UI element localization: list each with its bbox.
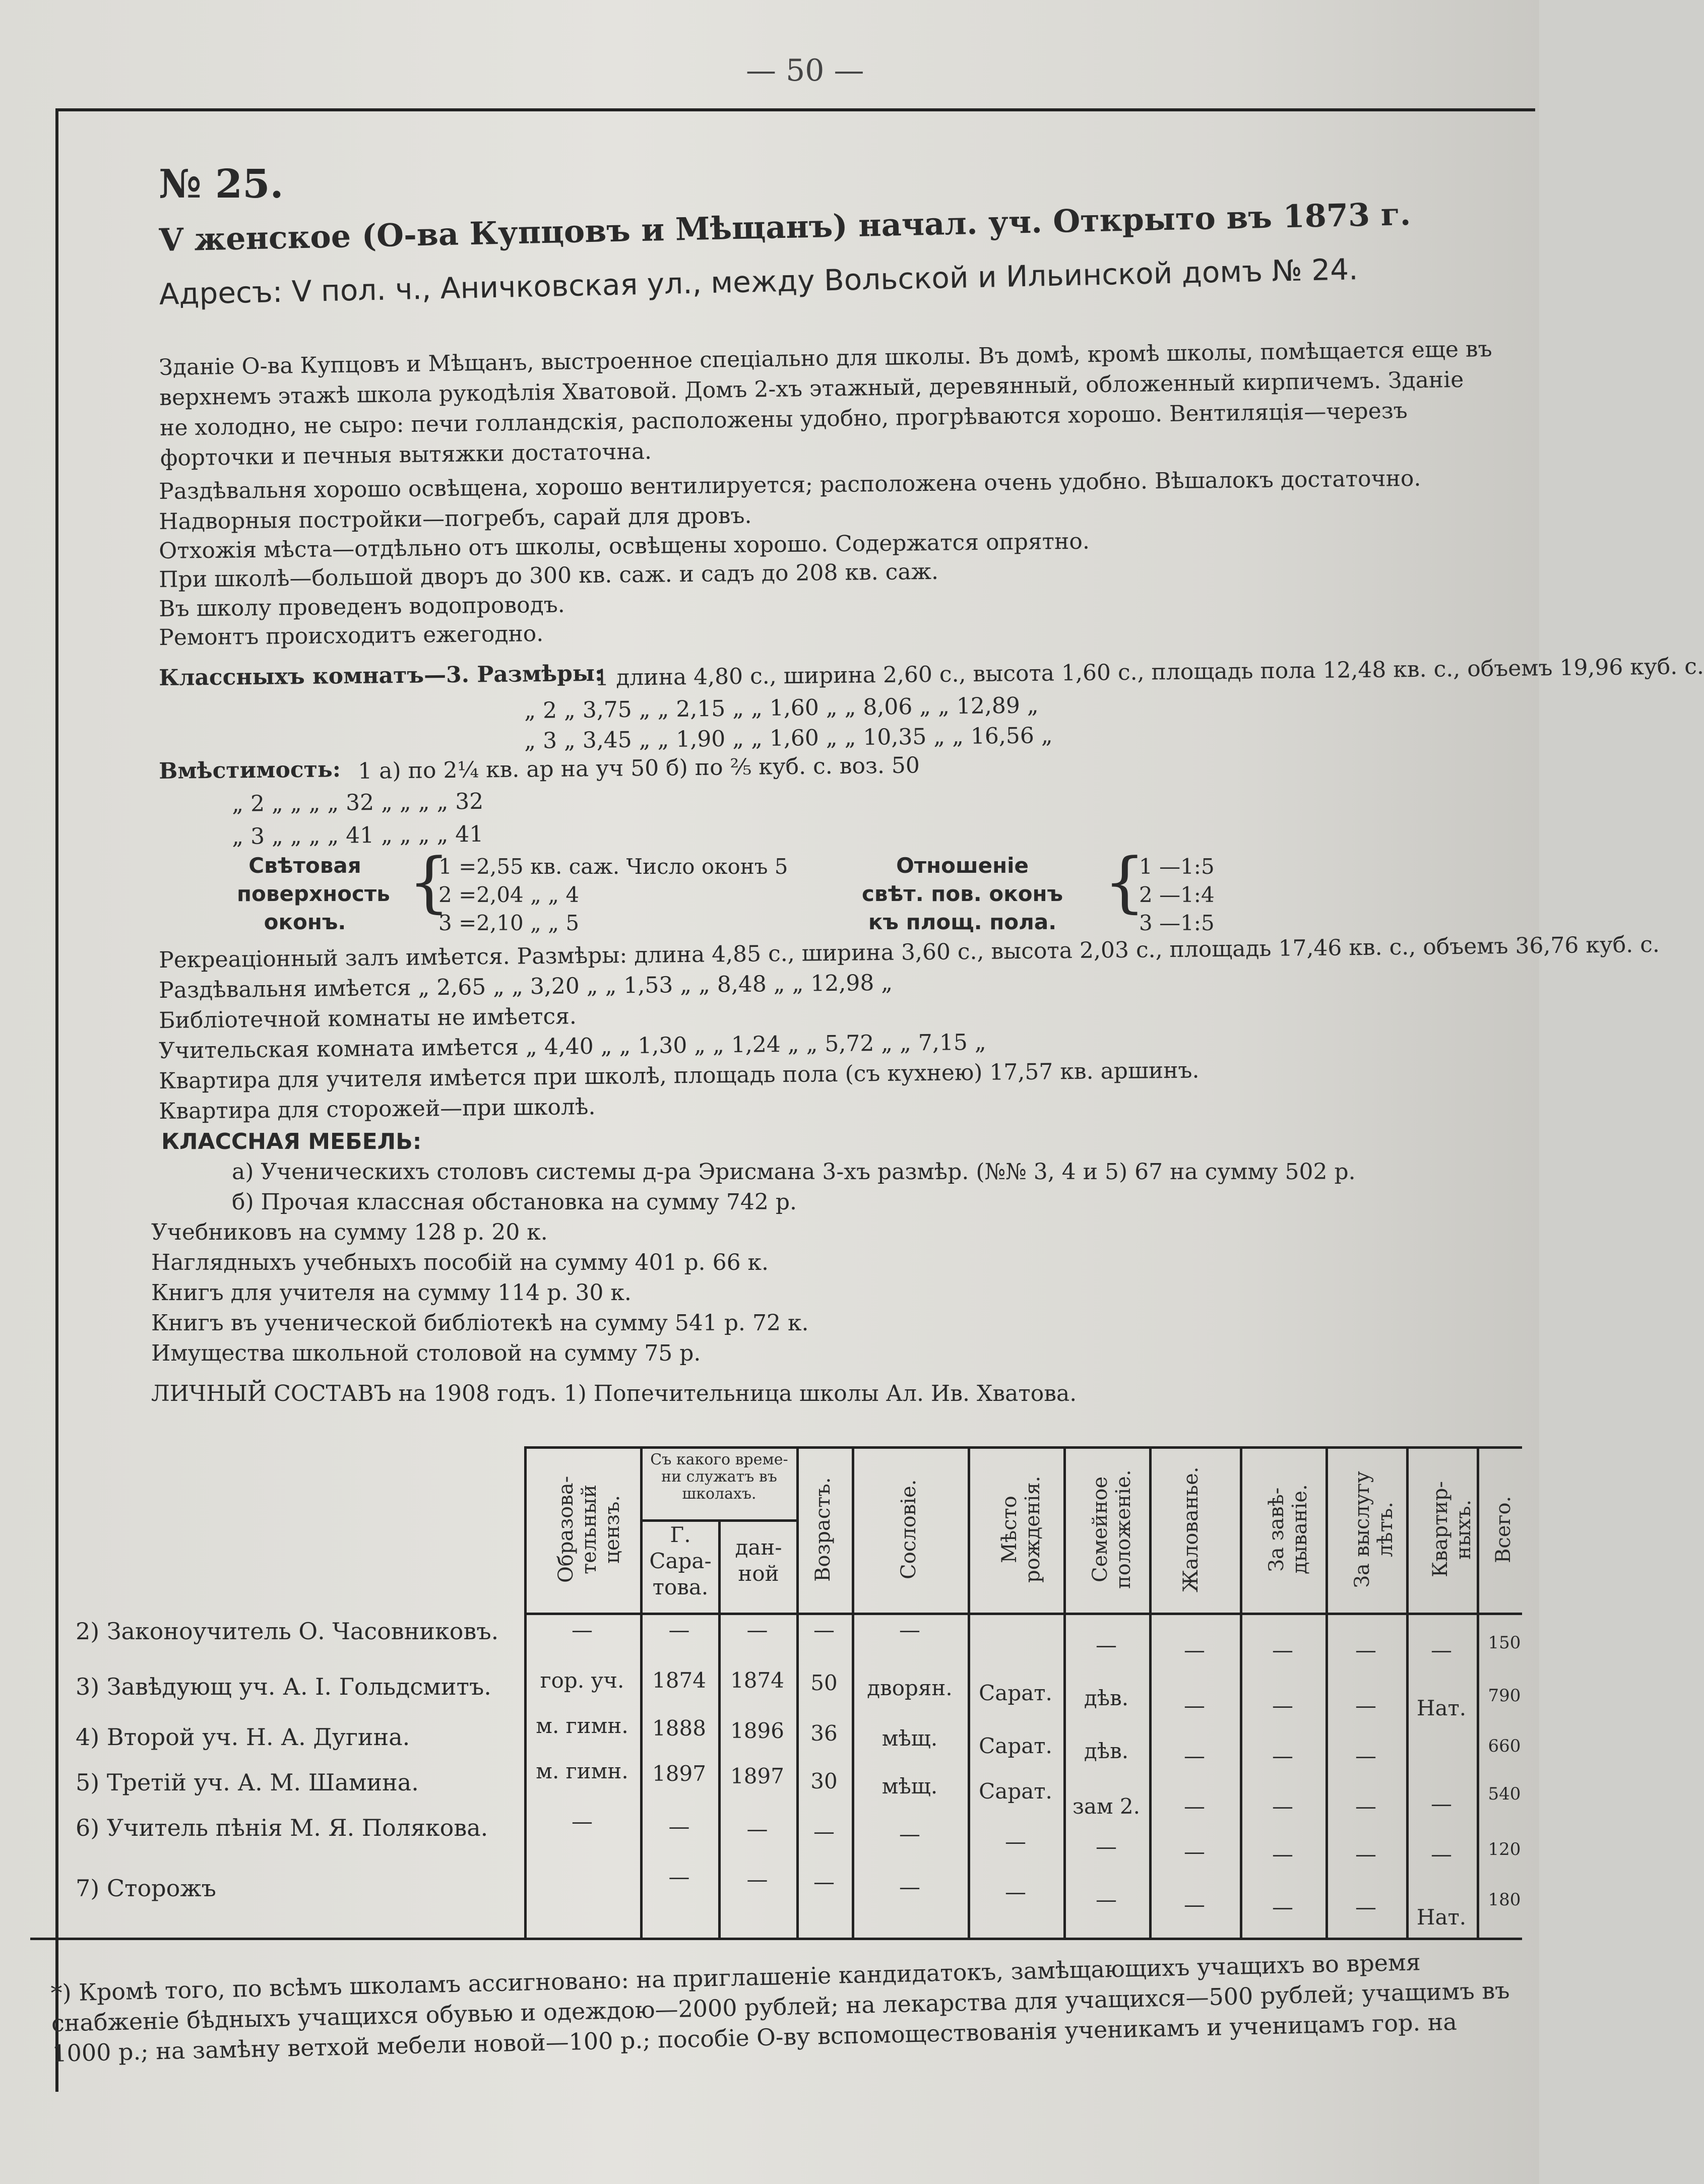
cell: Сарат. (979, 1779, 1052, 1804)
cell: — (1184, 1892, 1205, 1917)
light-label: Свѣтовая поверхность оконъ. (237, 853, 390, 934)
table-bottom-rule (30, 1938, 1522, 1940)
cell: 1874 (652, 1668, 706, 1693)
cell: — (1272, 1744, 1293, 1768)
cell: 36 (810, 1721, 838, 1746)
cell: — (1272, 1842, 1293, 1867)
room-line: Раздѣвальня имѣется „ 2,65 „ „ 3,20 „ „ 1,53 „ „ 8,48 „ „ 12,98 „ (159, 970, 893, 1003)
cell: 1888 (652, 1716, 706, 1741)
cell: — (1431, 1842, 1452, 1867)
cell: зам 2. (1072, 1794, 1141, 1819)
sum-line: Книгъ для учителя на сумму 114 р. 30 к. (151, 1280, 632, 1306)
sum-line: Книгъ въ ученической библіотекѣ на сумму 541 р. 72 к. (151, 1310, 809, 1336)
cell: — (1355, 1744, 1376, 1768)
capacity-row: „ 2 „ „ „ „ 32 „ „ „ „ 32 (232, 788, 484, 817)
table-top-rule (524, 1446, 1522, 1449)
cell: 150 (1488, 1633, 1521, 1653)
cell: м. гимн. (536, 1759, 628, 1783)
brace: { (1104, 844, 1146, 920)
school-number: № 25. (159, 161, 284, 207)
cell: — (1184, 1638, 1205, 1662)
cell: — (668, 1618, 690, 1642)
page-number: — 50 — (746, 53, 864, 88)
cell: Нат. (1416, 1696, 1467, 1720)
cell: — (1355, 1794, 1376, 1819)
cell: дѣв. (1084, 1739, 1129, 1763)
cell: — (1096, 1633, 1117, 1657)
cell: — (813, 1618, 835, 1642)
cell: мѣщ. (881, 1726, 938, 1751)
staff-header: ЛИЧНЫЙ СОСТАВЪ на 1908 годъ. 1) Попечительница школы Ал. Ив. Хватова. (151, 1381, 1077, 1406)
cell: м. гимн. (536, 1713, 628, 1738)
info-line: Раздѣвальня хорошо освѣщена, хорошо вентилируется; расположена очень удобно. Вѣшалокъ достаточно. (159, 465, 1421, 504)
cell: — (1355, 1842, 1376, 1867)
row-name: 5) Третій уч. А. М. Шамина. (76, 1769, 419, 1796)
footnote: *) Кромѣ того, по всѣмъ школамъ ассигновано: на приглашеніе кандидатокъ, замѣщающихъ учащихъ во время снабженіе бѣдныхъ учащихся обувью и одеждою—2000 рублей; на лекарства для учащихся—500 рублей; учащимъ въ 1000 р.; на замѣну ветхой мебели новой—100 р.; пособіе О-ву вспомоществованія ученикамъ и ученицамъ гор. на (50, 1948, 1510, 2067)
row-name: 2) Законоучитель О. Часовниковъ. (76, 1618, 499, 1645)
cell: — (1096, 1887, 1117, 1912)
info-line: Ремонтъ происходитъ ежегодно. (159, 621, 544, 651)
cell: — (1096, 1834, 1117, 1859)
cell: 1874 (730, 1668, 784, 1693)
info-line: При школѣ—большой дворъ до 300 кв. саж. и садъ до 208 кв. саж. (159, 558, 939, 593)
cell: — (1272, 1895, 1293, 1919)
column-header: Квартир-ныхъ. (1429, 1481, 1475, 1578)
cell: 1897 (652, 1761, 706, 1786)
cell: 660 (1488, 1736, 1521, 1756)
cell: — (1184, 1839, 1205, 1864)
cell: — (1184, 1794, 1205, 1819)
cell: — (1355, 1895, 1376, 1919)
column-header: Всего. (1492, 1496, 1515, 1563)
cell: дѣв. (1084, 1686, 1129, 1710)
room-line: Рекреаціонный залъ имѣется. Размѣры: длина 4,85 с., ширина 3,60 с., высота 2,03 с., площадь 17,46 кв. с., объемъ 36,76 куб. с. (159, 931, 1660, 973)
cell: — (1184, 1693, 1205, 1718)
capacity-row: 1 а) по 2¼ кв. ар на уч 50 б) по ⅖ куб. с. воз. 50 (358, 752, 920, 784)
column-header: Мѣсто рожденія. (998, 1475, 1044, 1583)
info-line: Надворныя постройки—погребъ, сарай для дровъ. (159, 502, 752, 535)
row-name: 3) Завѣдующ уч. А. I. Гольдсмитъ. (76, 1673, 491, 1700)
cell: — (746, 1817, 768, 1841)
capacity-label: Вмѣстимость: (159, 756, 341, 784)
column-header: Возрастъ. (811, 1477, 835, 1582)
cell: Сарат. (979, 1733, 1052, 1758)
room-line: Учительская комната имѣется „ 4,40 „ „ 1,30 „ „ 1,24 „ „ 5,72 „ „ 7,15 „ (159, 1029, 986, 1064)
sum-line: Учебниковъ на сумму 128 р. 20 к. (151, 1219, 548, 1245)
cell: — (1184, 1744, 1205, 1768)
row-name: 4) Второй уч. Н. А. Дугина. (76, 1723, 410, 1751)
furniture-item: а) Ученическихъ столовъ системы д-ра Эрисмана 3-хъ размѣр. (№№ 3, 4 и 5) 67 на сумму 502 р. (232, 1159, 1356, 1185)
ratio-label: Отношеніе свѣт. пов. оконъ къ площ. пола. (862, 853, 1063, 934)
cell: — (899, 1875, 920, 1899)
info-line: Въ школу проведенъ водопроводъ. (159, 592, 565, 622)
cell: — (899, 1618, 920, 1642)
cell: — (899, 1822, 920, 1846)
cell: — (572, 1809, 593, 1834)
sum-line: Имущества школьной столовой на сумму 75 р. (151, 1340, 701, 1366)
cell: 1896 (730, 1718, 784, 1743)
cell: 790 (1488, 1686, 1521, 1706)
row-name: 6) Учитель пѣнія М. Я. Полякова. (76, 1814, 488, 1841)
cell: — (1005, 1829, 1026, 1854)
cell: — (1355, 1638, 1376, 1662)
column-header: Съ какого време-ни служатъ въ школахъ. (650, 1451, 788, 1503)
rooms-row: „ 2 „ 3,75 „ „ 2,15 „ „ 1,60 „ „ 8,06 „ „ 12,89 „ (524, 692, 1039, 724)
cell: 540 (1488, 1784, 1521, 1804)
rooms-row: 1 длина 4,80 с., ширина 2,60 с., высота 1,60 с., площадь пола 12,48 кв. с., объемъ 19,96 куб. с. (595, 653, 1704, 691)
cell: — (1272, 1794, 1293, 1819)
column-header: Жалованье. (1179, 1466, 1203, 1592)
cell: — (1431, 1638, 1452, 1662)
furniture-item: б) Прочая классная обстановка на сумму 742 р. (232, 1189, 797, 1215)
furniture-header: КЛАССНАЯ МЕБЕЛЬ: (161, 1129, 422, 1154)
cell: — (813, 1870, 835, 1894)
cell: — (668, 1865, 690, 1889)
cell: — (746, 1867, 768, 1892)
room-line: Квартира для сторожей—при школѣ. (159, 1094, 596, 1124)
cell: 120 (1488, 1839, 1521, 1859)
sum-line: Наглядныхъ учебныхъ пособій на сумму 401 р. 66 к. (151, 1250, 769, 1275)
cell: — (668, 1814, 690, 1839)
info-line: Отхожія мѣста—отдѣльно отъ школы, освѣщены хорошо. Содержатся опрятно. (159, 528, 1090, 564)
cell: дворян. (867, 1676, 953, 1700)
cell: — (746, 1618, 768, 1642)
cell: — (1431, 1791, 1452, 1816)
cell: гор. уч. (540, 1668, 624, 1693)
ratio-values: 1 —1:5 2 —1:4 3 —1:5 (1139, 854, 1215, 935)
cell: Нат. (1416, 1905, 1467, 1930)
cell: — (1272, 1638, 1293, 1662)
rooms-row: „ 3 „ 3,45 „ „ 1,90 „ „ 1,60 „ „ 10,35 „ „ 16,56 „ (524, 723, 1053, 754)
room-line: Квартира для учителя имѣется при школѣ, площадь пола (съ кухнею) 17,57 кв. аршинъ. (159, 1057, 1200, 1094)
light-rows: 1 =2,55 кв. саж. Число оконъ 5 2 =2,04 „ „ 4 3 =2,10 „ „ 5 (438, 854, 788, 935)
column-header: За завѣ-дываніе. (1265, 1484, 1311, 1575)
cell: — (1355, 1693, 1376, 1718)
column-header: дан-ной (735, 1535, 782, 1586)
cell: — (1005, 1880, 1026, 1904)
column-header: Семейное положеніе. (1089, 1469, 1135, 1589)
cell: 1897 (730, 1764, 784, 1788)
column-header: За выслугу лѣтъ. (1351, 1471, 1397, 1588)
cell: 180 (1488, 1890, 1521, 1910)
cell: 30 (810, 1769, 838, 1793)
capacity-row: „ 3 „ „ „ „ 41 „ „ „ „ 41 (232, 821, 484, 850)
cell: — (572, 1618, 593, 1642)
cell: — (1272, 1693, 1293, 1718)
column-header: Сословіе. (897, 1479, 920, 1580)
school-address: Адресъ: V пол. ч., Аничковская ул., между Вольской и Ильинской домъ № 24. (159, 252, 1359, 311)
cell: Сарат. (979, 1681, 1052, 1705)
cell: — (813, 1819, 835, 1844)
cell: 50 (810, 1671, 838, 1695)
cell: мѣщ. (881, 1774, 938, 1798)
column-header: Образова-тельный цензъ. (554, 1475, 624, 1583)
table-header-rule (524, 1613, 1522, 1615)
room-line: Библіотечной комнаты не имѣется. (159, 1003, 577, 1034)
building-description: Зданіе О-ва Купцовъ и Мѣщанъ, выстроенное спеціально для школы. Въ домѣ, кромѣ школы, помѣщается еще въ верхнемъ этажѣ школа рукодѣлія Хватовой. Домъ 2-хъ этажный, деревянный, обложенный кирпичемъ. Зданіе не холодно, не сыро: печи голландскія, расположены удобно, прогрѣваются хорошо. Вентиляція—черезъ форточки и печныя вытяжки достаточна. (159, 336, 1492, 471)
school-title: V женское (О-ва Купцовъ и Мѣщанъ) начал. уч. Открыто въ 1873 г. (159, 195, 1411, 259)
rooms-label: Классныхъ комнатъ—3. Размѣры: (159, 660, 603, 691)
row-name: 7) Сторожъ (76, 1875, 216, 1902)
column-header: Г. Сара-това. (649, 1522, 712, 1599)
brace: { (408, 844, 450, 920)
